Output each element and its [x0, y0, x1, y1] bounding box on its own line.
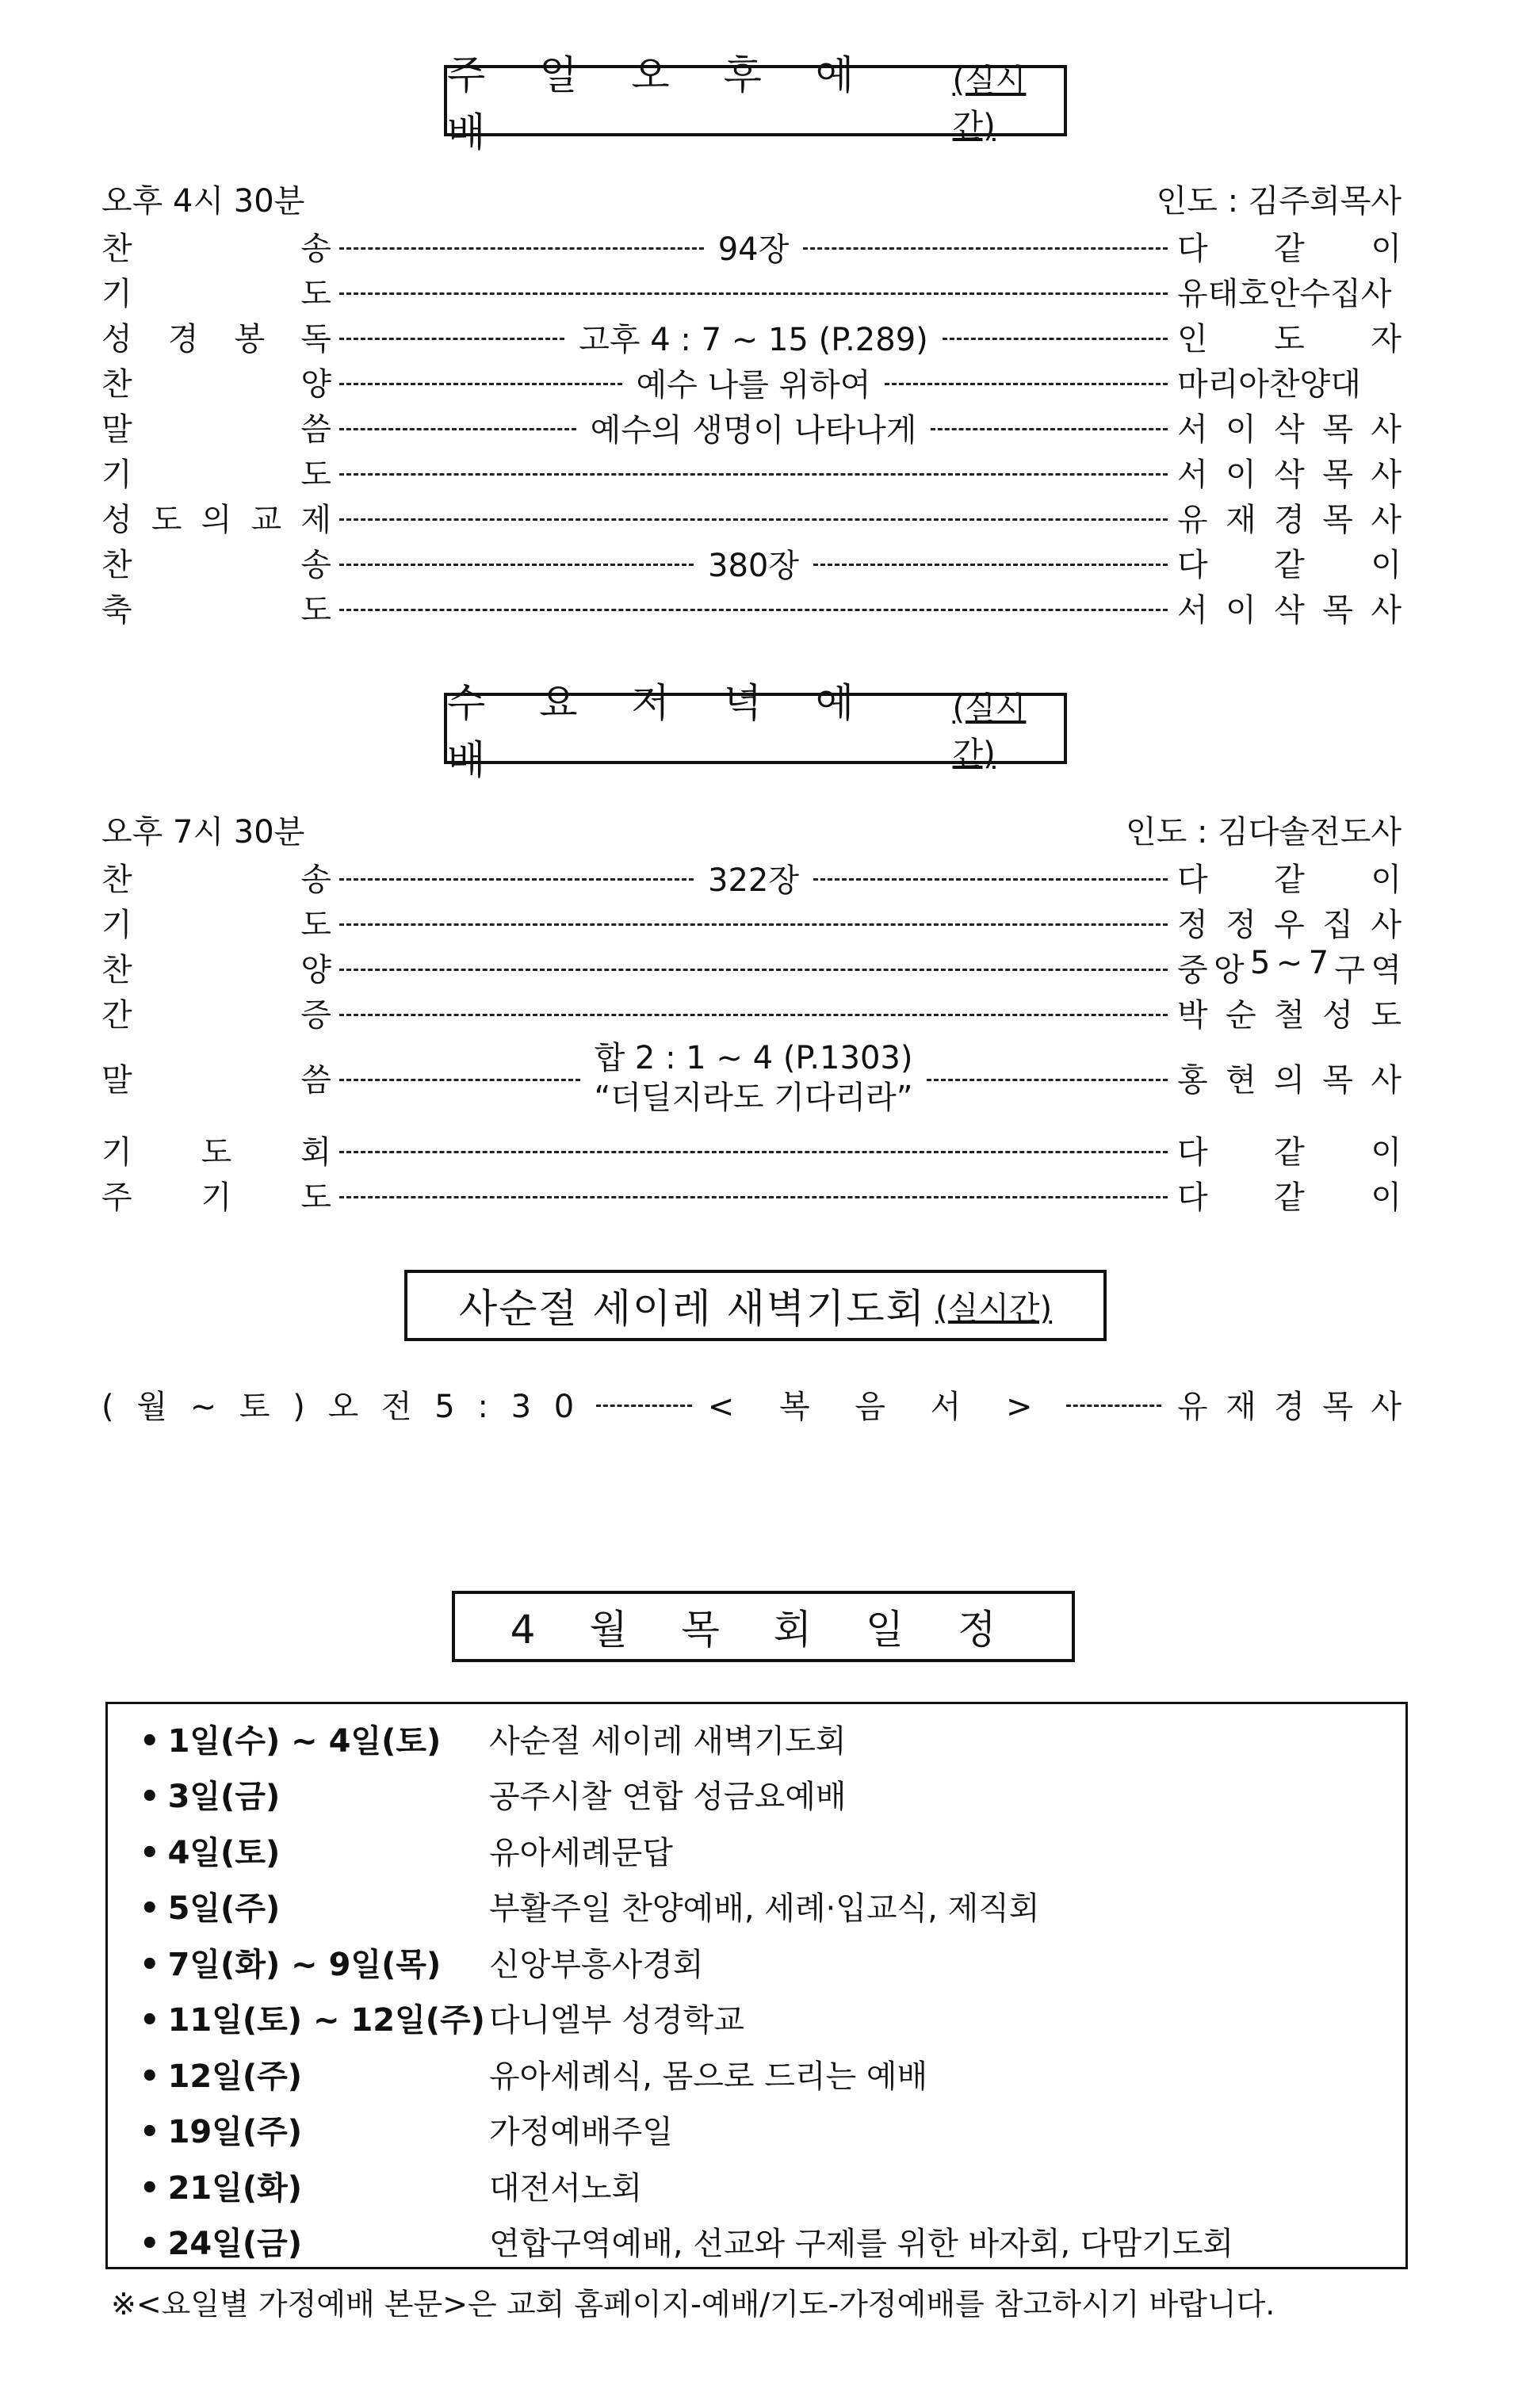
bullet-icon: •	[140, 1890, 160, 1927]
dash-leader	[339, 609, 1168, 611]
order-person-char: 인	[1177, 321, 1208, 357]
order-person-char: 다	[1177, 547, 1208, 583]
order-person-char: 사	[1371, 411, 1402, 448]
schedule-item	[140, 2158, 1376, 2213]
dash-leader	[339, 1151, 1168, 1153]
bullet-icon: •	[140, 2002, 160, 2039]
order-person	[1177, 990, 1402, 1035]
order-label-char: 씀	[300, 1062, 331, 1099]
order-label-char: 교	[250, 502, 282, 538]
order-row	[0, 1127, 1522, 1173]
order-person-char: 삭	[1274, 592, 1305, 629]
order-person-char: 도	[1371, 997, 1402, 1034]
dash-leader	[885, 383, 1168, 385]
order-row	[0, 585, 1522, 631]
order-person-char: 목	[1322, 411, 1353, 448]
bullet-icon: •	[140, 1722, 160, 1760]
order-label-char: 기	[101, 276, 132, 312]
dash-leader	[339, 518, 1168, 521]
schedule-date-text: 1일(수) ~ 4일(토)	[167, 1722, 442, 1760]
order-person-char: 마리아찬양대	[1177, 366, 1361, 403]
order-person-char: 같	[1274, 1179, 1305, 1216]
order-person-char: 이	[1371, 1134, 1402, 1171]
order-person-char: 삭	[1274, 457, 1305, 493]
order-row	[0, 1034, 1522, 1122]
order-label	[101, 854, 331, 900]
order-middle	[339, 585, 1168, 631]
order-person-char: 경	[1274, 502, 1305, 538]
order-label-char: 성	[101, 321, 132, 357]
order-person-char: 이	[1226, 592, 1256, 629]
order-row	[0, 945, 1522, 991]
order-label-char: 말	[101, 1062, 132, 1099]
schedule-desc: 부활주일 찬양예배, 세례·입교식, 제직회	[489, 1890, 1040, 1927]
dawn-time: ( 월 ~ 토 ) 오 전 5 : 3 0	[101, 1388, 581, 1425]
order-middle	[339, 359, 1168, 405]
order-person-char: 서	[1177, 592, 1208, 629]
order-label	[101, 449, 331, 495]
order-label-char: 도	[151, 502, 182, 538]
dawn-person-char: 사	[1371, 1388, 1402, 1425]
schedule-desc: 가정예배주일	[489, 2114, 673, 2150]
dash-leader	[339, 1196, 1168, 1198]
order-person-char: 사	[1371, 907, 1402, 943]
order-person	[1177, 495, 1402, 540]
order-label-char: 간	[101, 997, 132, 1034]
order-label	[101, 945, 331, 990]
order-person	[1177, 945, 1402, 990]
order-row	[0, 449, 1522, 495]
order-content-line: 예수의 생명이 나타나게	[590, 411, 917, 449]
dash-leader	[339, 428, 576, 430]
order-label-char: 의	[201, 502, 232, 538]
order-person-char: 유태호안수집사	[1177, 276, 1392, 312]
order-middle	[339, 224, 1168, 269]
schedule-item	[140, 2214, 1376, 2269]
order-label-char: 경	[167, 321, 199, 357]
dash-leader	[931, 428, 1168, 430]
dawn-prayer-row	[101, 1381, 1402, 1427]
order-middle	[339, 495, 1168, 541]
order-label-char: 주	[101, 1179, 132, 1216]
dash-leader	[943, 338, 1168, 340]
order-row	[0, 854, 1522, 900]
bullet-icon: •	[140, 1779, 160, 1815]
schedule-date	[140, 1716, 489, 1761]
schedule-desc: 사순절 세이레 새벽기도회	[489, 1722, 847, 1760]
order-middle	[339, 1172, 1168, 1218]
order-person-char: 정	[1226, 907, 1256, 943]
order-person-char: 다	[1177, 1134, 1208, 1171]
schedule-date-text: 19일(주)	[167, 2114, 303, 2150]
order-label	[101, 1055, 331, 1100]
order-label	[101, 314, 331, 359]
order-person-char: 우	[1274, 907, 1305, 943]
order-person-char: 다	[1177, 862, 1208, 898]
order-person	[1177, 854, 1402, 900]
wednesday-time: 오후 7시 30분	[101, 814, 305, 850]
order-label-char: 기	[101, 457, 132, 493]
schedule-date	[140, 1940, 489, 1985]
schedule-desc: 유아세례문답	[489, 1834, 673, 1871]
order-label-char: 도	[300, 592, 331, 629]
order-label-char: 찬	[101, 862, 132, 898]
order-middle	[339, 1034, 1168, 1122]
dash-leader	[803, 247, 1168, 250]
order-label-char: 도	[300, 1179, 331, 1216]
order-person-char: 홍	[1177, 1062, 1208, 1099]
order-person-char: 이	[1371, 547, 1402, 583]
dash-leader	[339, 383, 622, 385]
order-person-char: 서	[1177, 457, 1208, 493]
order-label-char: 봉	[234, 321, 266, 357]
order-content-line: 예수 나를 위하여	[636, 366, 871, 403]
wednesday-service-title-text: 수 요 저 녁 예 배	[447, 680, 875, 783]
order-person-char: 성	[1322, 997, 1353, 1034]
order-person-char: 같	[1274, 547, 1305, 583]
order-person	[1177, 1127, 1402, 1172]
dash-leader	[339, 338, 564, 340]
order-person	[1177, 540, 1402, 585]
order-person	[1177, 359, 1402, 404]
schedule-date	[140, 1883, 489, 1928]
sunday-time: 오후 4시 30분	[101, 183, 305, 220]
order-label-char: 도	[300, 907, 331, 943]
order-label	[101, 269, 331, 314]
order-person-char: ~	[1275, 945, 1303, 981]
order-person	[1177, 585, 1402, 630]
dawn-person-char: 유	[1177, 1388, 1208, 1425]
dash-leader	[339, 1079, 580, 1081]
order-content-line: 322장	[708, 862, 799, 899]
order-middle	[339, 945, 1168, 991]
order-label-char: 양	[300, 952, 331, 988]
order-label-char: 송	[300, 231, 331, 267]
order-person-char: 정	[1177, 907, 1208, 943]
order-row	[0, 359, 1522, 405]
order-person-char: 목	[1322, 457, 1353, 493]
order-row	[0, 314, 1522, 360]
sunday-service-title-text: 주 일 오 후 예 배	[447, 52, 875, 155]
schedule-date	[140, 1828, 489, 1873]
schedule-date-text: 24일(금)	[167, 2226, 303, 2262]
dash-leader	[339, 878, 694, 881]
order-person-char: 유	[1177, 502, 1208, 538]
order-person	[1177, 314, 1402, 359]
order-middle	[339, 990, 1168, 1036]
order-content	[580, 1038, 927, 1118]
order-content-line: 380장	[708, 547, 799, 584]
sunday-live-tag: (실시간)	[952, 63, 1027, 144]
dash-leader	[596, 1405, 691, 1407]
dawn-prayer-title	[404, 1270, 1107, 1341]
order-label-char: 찬	[101, 547, 132, 583]
order-row	[0, 495, 1522, 541]
order-person-char: 목	[1322, 592, 1353, 629]
sunday-leader: 인도 : 김주희목사	[1156, 183, 1402, 220]
dawn-person	[1177, 1382, 1402, 1427]
order-label-char: 송	[300, 862, 331, 898]
dash-leader	[339, 923, 1168, 926]
schedule-date-text: 12일(주)	[167, 2058, 303, 2095]
order-person-char: 서	[1177, 411, 1208, 448]
schedule-item	[140, 1990, 1376, 2046]
order-person-char: 순	[1226, 997, 1256, 1034]
schedule-date-text: 4일(토)	[167, 1834, 281, 1871]
order-content	[694, 541, 813, 586]
order-person-char: 도	[1274, 321, 1305, 357]
wednesday-meta	[0, 807, 1522, 853]
order-label-char: 도	[300, 276, 331, 312]
dawn-person-char: 목	[1322, 1388, 1353, 1425]
order-label	[101, 1172, 331, 1217]
schedule-item	[140, 1767, 1376, 1822]
dash-leader	[339, 292, 1168, 295]
order-content-line: 합 2 : 1 ~ 4 (P.1303)	[594, 1040, 913, 1076]
order-person-char: 7	[1308, 945, 1329, 981]
order-label-char: 축	[101, 592, 132, 629]
schedule-desc: 연합구역예배, 선교와 구제를 위한 바자회, 다맘기도회	[489, 2226, 1234, 2262]
order-person-char: 이	[1371, 231, 1402, 267]
schedule-desc: 공주시찰 연합 성금요예배	[489, 1779, 847, 1815]
order-label-char: 회	[300, 1134, 331, 1171]
dash-leader	[339, 969, 1168, 971]
dawn-text: < 복 음 서 >	[707, 1388, 1050, 1425]
schedule-box	[105, 1702, 1408, 2269]
schedule-desc: 다니엘부 성경학교	[489, 2002, 744, 2039]
order-person-char: 철	[1274, 997, 1305, 1034]
dash-leader	[339, 564, 694, 566]
dawn-live-tag: (실시간)	[935, 1290, 1053, 1327]
order-label-char: 씀	[300, 411, 331, 448]
order-person-char: 다	[1177, 231, 1208, 267]
schedule-note: ※<요일별 가정예배 본문>은 교회 홈페이지-예배/기도-가정예배를 참고하시기 바랍니다.	[111, 2287, 1275, 2322]
schedule-date	[140, 1772, 489, 1817]
order-middle	[339, 404, 1168, 450]
dawn-person-char: 경	[1274, 1388, 1305, 1425]
order-person	[1177, 449, 1402, 495]
order-row	[0, 1172, 1522, 1218]
order-person-char: 다	[1177, 1179, 1208, 1216]
schedule-item	[140, 2046, 1376, 2101]
dash-leader	[339, 247, 704, 250]
order-label	[101, 1127, 331, 1172]
order-person-char: 사	[1371, 502, 1402, 538]
schedule-item	[140, 1822, 1376, 1878]
sunday-service-title	[444, 52, 1067, 155]
order-label-char: 찬	[101, 366, 132, 403]
order-row	[0, 900, 1522, 946]
order-person-char: 집	[1322, 907, 1353, 943]
order-middle	[339, 1127, 1168, 1173]
schedule-date-text: 21일(화)	[167, 2169, 303, 2207]
schedule-item	[140, 1879, 1376, 1934]
bullet-icon: •	[140, 1946, 160, 1983]
order-row	[0, 404, 1522, 450]
order-middle	[339, 854, 1168, 900]
order-person-char: 앙	[1213, 952, 1245, 988]
order-label	[101, 404, 331, 449]
order-label-char: 독	[300, 321, 331, 357]
bullet-icon: •	[140, 2169, 160, 2207]
order-person-char: 중	[1177, 952, 1208, 988]
order-person-char: 구	[1334, 952, 1365, 988]
order-label-char: 송	[300, 547, 331, 583]
schedule-desc: 대전서노회	[489, 2169, 643, 2207]
order-row	[0, 540, 1522, 586]
schedule-date-text: 5일(주)	[167, 1890, 281, 1927]
order-label	[101, 540, 331, 585]
order-middle	[339, 540, 1168, 586]
order-person-char: 이	[1226, 457, 1256, 493]
order-label	[101, 900, 331, 945]
order-label	[101, 495, 331, 540]
order-person-char: 현	[1226, 1062, 1256, 1099]
schedule-item	[140, 2102, 1376, 2158]
bullet-icon: •	[140, 1834, 160, 1871]
order-label-char: 성	[101, 502, 132, 538]
schedule-date	[140, 2163, 489, 2208]
order-content-line: 94장	[717, 231, 790, 268]
dash-leader	[339, 1014, 1168, 1016]
order-content	[564, 315, 943, 360]
order-content	[704, 224, 804, 269]
order-person-char: 목	[1322, 502, 1353, 538]
dash-leader	[813, 564, 1168, 566]
order-person-char: 같	[1274, 231, 1305, 267]
order-person-char: 5	[1249, 945, 1271, 981]
order-person-char: 역	[1371, 952, 1402, 988]
dash-leader	[339, 473, 1168, 476]
order-person	[1177, 1055, 1402, 1100]
order-content	[576, 405, 931, 450]
order-label-char: 찬	[101, 231, 132, 267]
order-label	[101, 585, 331, 630]
sunday-meta	[0, 176, 1522, 222]
schedule-title	[452, 1591, 1075, 1662]
schedule-date	[140, 2219, 489, 2264]
schedule-date	[140, 1995, 489, 2040]
order-label-char: 증	[300, 997, 331, 1034]
order-content	[622, 360, 885, 405]
order-person-char: 재	[1226, 502, 1256, 538]
wednesday-live-tag: (실시간)	[952, 690, 1027, 772]
order-row	[0, 990, 1522, 1036]
schedule-date-text: 3일(금)	[167, 1779, 281, 1815]
order-middle	[339, 269, 1168, 315]
dash-leader	[927, 1079, 1168, 1081]
order-label-char: 기	[201, 1179, 232, 1216]
order-label-char: 찬	[101, 952, 132, 988]
order-person	[1177, 224, 1402, 269]
order-person-char: 이	[1226, 411, 1256, 448]
schedule-desc: 신앙부흥사경회	[489, 1946, 704, 1983]
bullet-icon: •	[140, 2114, 160, 2150]
order-middle	[339, 449, 1168, 495]
order-person-char: 의	[1274, 1062, 1305, 1099]
dawn-prayer-title-text: 사순절 세이레 새벽기도회	[458, 1286, 926, 1332]
order-person	[1177, 269, 1402, 314]
schedule-date-text: 11일(토) ~ 12일(주)	[167, 2002, 485, 2039]
order-person-char: 박	[1177, 997, 1208, 1034]
order-person	[1177, 404, 1402, 449]
order-label-char: 말	[101, 411, 132, 448]
order-person-char: 사	[1371, 457, 1402, 493]
order-person	[1177, 1172, 1402, 1217]
schedule-item	[140, 1710, 1376, 1766]
order-person-char: 같	[1274, 1134, 1305, 1171]
order-middle	[339, 314, 1168, 360]
order-label-char: 제	[300, 502, 331, 538]
order-label-char: 도	[300, 457, 331, 493]
order-person-char: 사	[1371, 592, 1402, 629]
dash-leader	[813, 878, 1168, 881]
order-person-char: 사	[1371, 1062, 1402, 1099]
order-content-line: 고후 4 : 7 ~ 15 (P.289)	[579, 321, 928, 358]
schedule-date	[140, 2051, 489, 2096]
order-label-char: 양	[300, 366, 331, 403]
bullet-icon: •	[140, 2226, 160, 2262]
order-label	[101, 990, 331, 1035]
order-person	[1177, 900, 1402, 945]
schedule-item	[140, 1934, 1376, 1989]
order-middle	[339, 900, 1168, 946]
order-person-char: 같	[1274, 862, 1305, 898]
wednesday-service-title	[444, 680, 1067, 783]
schedule-date-text: 7일(화) ~ 9일(목)	[167, 1946, 442, 1983]
order-row	[0, 269, 1522, 315]
order-person-char: 자	[1371, 321, 1402, 357]
order-content	[694, 855, 813, 900]
order-label-char: 도	[201, 1134, 232, 1171]
order-person-char: 이	[1371, 862, 1402, 898]
schedule-title-text: 4 월 목 회 일 정	[510, 1607, 1017, 1653]
order-label-char: 기	[101, 907, 132, 943]
order-content-line: “더딜지라도 기다리라”	[594, 1080, 913, 1116]
schedule-date	[140, 2107, 489, 2152]
schedule-desc: 유아세례식, 몸으로 드리는 예배	[489, 2058, 928, 2095]
order-label-char: 기	[101, 1134, 132, 1171]
order-person-char: 삭	[1274, 411, 1305, 448]
bullet-icon: •	[140, 2058, 160, 2095]
order-row	[0, 224, 1522, 269]
order-label	[101, 224, 331, 269]
order-person-char: 목	[1322, 1062, 1353, 1099]
order-person-char: 이	[1371, 1179, 1402, 1216]
wednesday-leader: 인도 : 김다솔전도사	[1125, 814, 1402, 850]
dawn-person-char: 재	[1226, 1388, 1256, 1425]
dash-leader	[1066, 1405, 1161, 1407]
order-label	[101, 359, 331, 404]
